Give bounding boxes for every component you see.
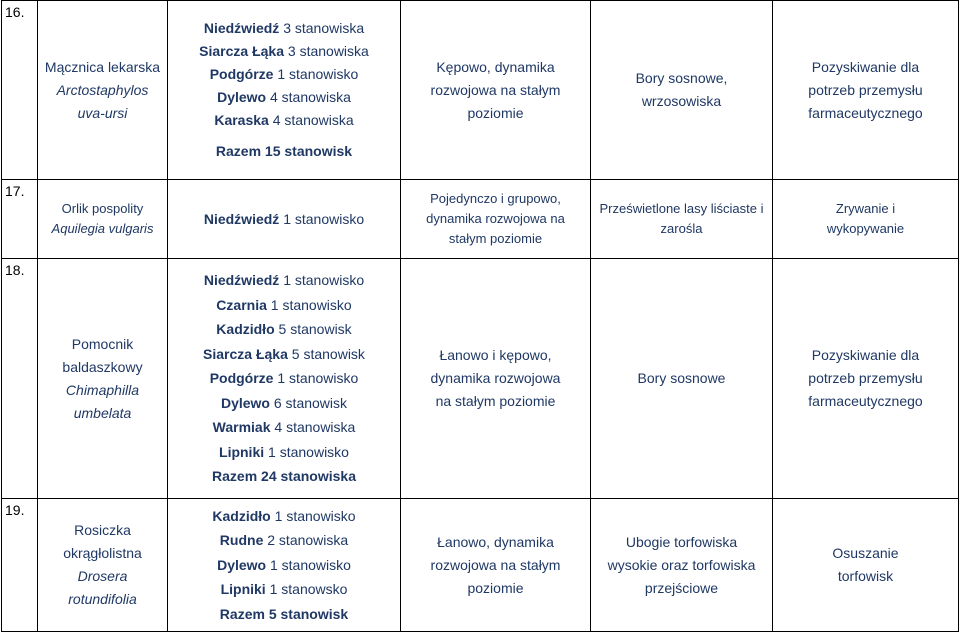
species-name-latin: Chimaphilla umbelata xyxy=(65,381,140,421)
location-item: Dylewo 1 stanowisko xyxy=(217,556,351,573)
species-name xyxy=(38,259,168,499)
location-item: Dylewo 4 stanowiska xyxy=(217,89,351,105)
total-count: Razem 5 stanowisk xyxy=(219,605,349,622)
habitat-cell: Bory sosnowe, wrzosowiska xyxy=(591,1,773,180)
location-item: Warmiak 4 stanowiska xyxy=(212,419,356,436)
location-item: Siarcza Łąka 5 stanowisk xyxy=(203,345,365,362)
location-item: Lipniki 1 stanowsko xyxy=(220,581,348,598)
distribution-cell: Łanowo i kępowo, dynamika rozwojowa na stałym poziomie xyxy=(401,259,591,499)
threat-cell: Osuszanie torfowisk xyxy=(773,499,959,632)
species-name-latin: Arctostaphylos uva-ursi xyxy=(56,81,149,121)
species-name xyxy=(38,499,168,632)
species-name-latin: Drosera rotundifolia xyxy=(68,568,137,607)
habitat-cell: Bory sosnowe xyxy=(591,259,773,499)
location-item: Podgórze 1 stanowisko xyxy=(209,66,359,82)
habitat-cell: Ubogie torfowiska wysokie oraz torfowiska przejściowe xyxy=(591,499,773,632)
species-name-latin: Aquilegia vulgaris xyxy=(51,221,154,236)
locations-cell xyxy=(168,180,401,259)
distribution-cell: Łanowo, dynamika rozwojowa na stałym poziomie xyxy=(401,499,591,632)
location-item: Podgórze 1 stanowisko xyxy=(209,370,359,387)
habitat-cell: Prześwietlone lasy liściaste i zarośla xyxy=(591,180,773,259)
locations-cell xyxy=(168,1,401,180)
row-number: 17. xyxy=(2,180,38,259)
species-name-polish: Pomocnik baldaszkowy xyxy=(62,335,143,375)
row-number: 18. xyxy=(2,259,38,499)
locations-cell xyxy=(168,259,401,499)
table-row xyxy=(2,180,959,259)
location-item: Niedźwiedź 1 stanowisko xyxy=(203,272,365,289)
total-count: Razem 24 stanowiska xyxy=(212,468,356,485)
table-row xyxy=(2,1,959,180)
row-number: 16. xyxy=(2,1,38,180)
location-item: Niedźwiedź 3 stanowiska xyxy=(203,20,365,36)
locations-cell xyxy=(168,499,401,632)
table-row xyxy=(2,499,959,632)
row-number: 19. xyxy=(2,499,38,632)
location-item: Niedźwiedź 1 stanowisko xyxy=(203,210,365,227)
species-name-polish: Rosiczka okrągłolistna xyxy=(63,522,142,561)
distribution-cell: Pojedynczo i grupowo, dynamika rozwojowa na stałym poziomie xyxy=(401,180,591,259)
table-row xyxy=(2,259,959,499)
species-table xyxy=(1,0,959,632)
location-item: Czarnia 1 stanowisko xyxy=(216,296,352,313)
location-item: Siarcza Łąka 3 stanowiska xyxy=(199,43,369,59)
distribution-cell: Kępowo, dynamika rozwojowa na stałym poziomie xyxy=(401,1,591,180)
location-item: Karaska 4 stanowiska xyxy=(214,112,354,128)
threat-cell: Pozyskiwanie dla potrzeb przemysłu farmaceutycznego xyxy=(773,259,959,499)
location-item: Kadzidło 5 stanowisk xyxy=(216,321,352,338)
location-item: Rudne 2 stanowiska xyxy=(219,532,349,549)
threat-cell: Pozyskiwanie dla potrzeb przemysłu farmaceutycznego xyxy=(773,1,959,180)
location-item: Kadzidło 1 stanowisko xyxy=(212,507,356,524)
species-name xyxy=(38,1,168,180)
total-count: Razem 15 stanowisk xyxy=(215,143,353,159)
species-name-polish: Mącznica lekarska xyxy=(44,58,161,75)
species-name xyxy=(38,180,168,259)
species-name-polish: Orlik pospolity xyxy=(61,201,144,216)
threat-cell: Zrywanie i wykopywanie xyxy=(773,180,959,259)
location-item: Lipniki 1 stanowisko xyxy=(219,443,349,460)
location-item: Dylewo 6 stanowisk xyxy=(220,394,348,411)
